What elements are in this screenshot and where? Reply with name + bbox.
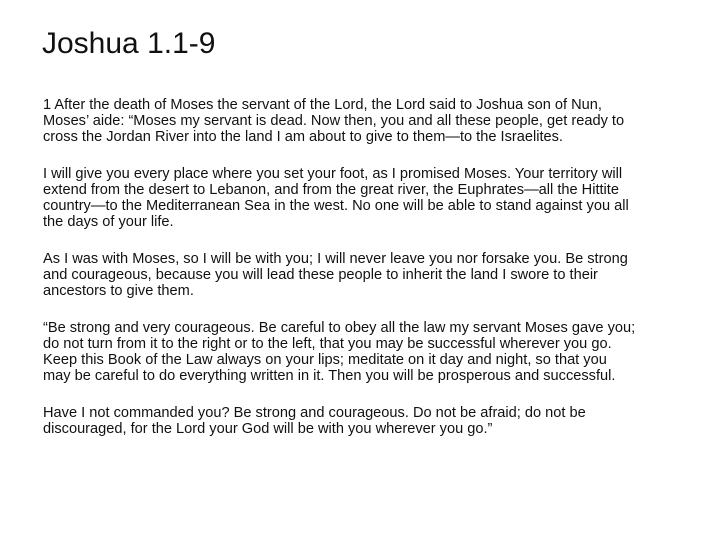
- text-line: Moses’ aide: “Moses my servant is dead. Now then, you and all these people, get ready to: [43, 113, 625, 129]
- paragraph-5: [43, 405, 683, 437]
- text-line: the days of your life.: [43, 214, 174, 230]
- text-line: ancestors to give them.: [43, 283, 194, 299]
- text-line: I will give you every place where you set your foot, as I promised Moses. Your territory will: [43, 166, 623, 182]
- text-line: As I was with Moses, so I will be with you; I will never leave you nor forsake you. Be strong: [43, 251, 628, 267]
- text-line: Have I not commanded you? Be strong and courageous. Do not be afraid; do not be: [43, 405, 586, 421]
- text-line: cross the Jordan River into the land I am about to give to them—to the Israelites.: [43, 129, 563, 145]
- text-line: 1 After the death of Moses the servant of the Lord, the Lord said to Joshua son of Nun,: [43, 97, 602, 113]
- paragraph-1: [43, 97, 683, 145]
- text-line: and courageous, because you will lead these people to inherit the land I swore to their: [43, 267, 598, 283]
- scripture-text: [43, 97, 683, 458]
- text-line: extend from the desert to Lebanon, and from the great river, the Euphrates—all the Hittite: [43, 182, 619, 198]
- text-line: Keep this Book of the Law always on your lips; meditate on it day and night, so that you: [43, 352, 607, 368]
- text-line: discouraged, for the Lord your God will be with you wherever you go.”: [43, 421, 493, 437]
- text-line: country—to the Mediterranean Sea in the west. No one will be able to stand against you all: [43, 198, 629, 214]
- paragraph-4: [43, 320, 683, 384]
- slide-title: Joshua 1.1-9: [42, 27, 216, 60]
- text-line: may be careful to do everything written in it. Then you will be prosperous and successful.: [43, 368, 616, 384]
- paragraph-2: [43, 166, 683, 230]
- text-line: “Be strong and very courageous. Be careful to obey all the law my servant Moses gave you;: [43, 320, 636, 336]
- text-line: do not turn from it to the right or to the left, that you may be successful wherever you go.: [43, 336, 612, 352]
- paragraph-3: [43, 251, 683, 299]
